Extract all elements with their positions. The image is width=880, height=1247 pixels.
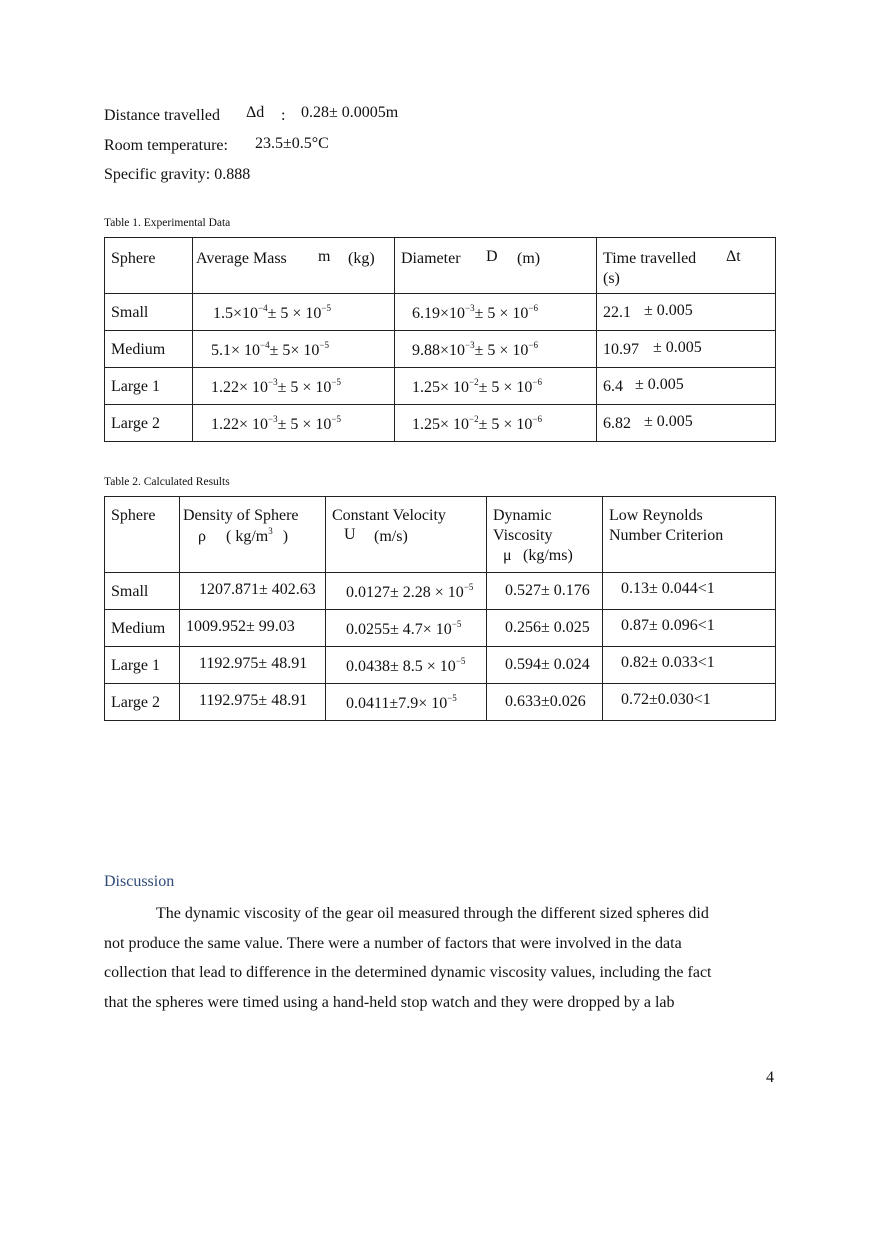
diameter-exponent: −2 [469, 414, 479, 424]
velocity-base: 0.0438± 8.5 × 10 [346, 658, 456, 675]
mass-symbol: m [318, 248, 331, 265]
cell-text [412, 342, 538, 360]
diameter-value [395, 331, 597, 368]
diameter-exponent: −2 [469, 377, 479, 387]
cell-text: 0.82± 0.033<1 [621, 654, 715, 671]
table2-header-velocity [326, 497, 487, 573]
mass-value [193, 405, 395, 442]
diameter-base: 6.19×10 [412, 305, 466, 322]
cell-text: 0.87± 0.096<1 [621, 617, 715, 634]
table-row [105, 405, 776, 442]
discussion-heading: Discussion [104, 873, 175, 890]
viscosity-value [487, 610, 603, 647]
time-error: ± 0.005 [653, 339, 702, 356]
table2-header-viscosity [487, 497, 603, 573]
sphere-name [105, 294, 193, 331]
velocity-value [326, 684, 487, 721]
cell-text [346, 621, 461, 639]
cell-text [346, 658, 465, 676]
time-number: 10.97 [603, 341, 639, 358]
cell-text [412, 416, 542, 434]
discussion-line-3: collection that lead to difference in the determined dynamic viscosity values, including the fact [104, 964, 712, 981]
diameter-exponent: −3 [465, 340, 475, 350]
cell-text: 0.594± 0.024 [505, 656, 590, 673]
time-number: 22.1 [603, 304, 631, 321]
table-row [105, 573, 776, 610]
room-temp-label: Room temperature: [104, 137, 228, 154]
viscosity-value [487, 573, 603, 610]
cell-text: Large 1 [111, 378, 161, 395]
table-row [105, 647, 776, 684]
diameter-error-exponent: −6 [532, 377, 542, 387]
cell-text: 1207.871± 402.63 [199, 581, 316, 598]
table-row [105, 294, 776, 331]
mass-error-base: ± 5 × 10 [267, 305, 322, 322]
mass-base: 1.22× 10 [211, 379, 269, 396]
velocity-symbol: U [344, 526, 356, 543]
density-value [180, 610, 326, 647]
distance-value: 0.28± 0.0005m [301, 104, 399, 121]
cell-text: 0.72±0.030<1 [621, 691, 711, 708]
table1-header-time [597, 238, 776, 294]
table1-caption: Table 1. Experimental Data [104, 217, 231, 229]
cell-text: Large 2 [111, 694, 161, 711]
cell-text [211, 379, 341, 397]
diameter-error-exponent: −6 [532, 414, 542, 424]
table2-header-sphere [105, 497, 180, 573]
mass-exponent: −3 [268, 414, 278, 424]
header-label: Density of Sphere [183, 507, 299, 524]
diameter-symbol: D [486, 248, 498, 265]
specific-gravity: Specific gravity: 0.888 [104, 166, 251, 183]
cell-text: 0.527± 0.176 [505, 582, 590, 599]
cell-text: Large 1 [111, 657, 161, 674]
mass-error-exponent: −5 [319, 340, 329, 350]
density-value [180, 647, 326, 684]
discussion-line-4: that the spheres were timed using a hand-held stop watch and they were dropped by a lab [104, 994, 675, 1011]
calculated-results-table [104, 496, 776, 721]
header-label: Constant Velocity [332, 507, 446, 524]
diameter-base: 9.88×10 [412, 342, 466, 359]
velocity-value [326, 647, 487, 684]
density-unit-open: ( kg/m [226, 528, 269, 545]
velocity-exponent: −5 [455, 656, 466, 666]
reynolds-value [603, 647, 776, 684]
table1-header-mass [193, 238, 395, 294]
cell-text [346, 695, 457, 713]
header-label: Low Reynolds [609, 507, 703, 524]
cell-text [211, 342, 329, 360]
reynolds-value [603, 610, 776, 647]
header-label: Average Mass [196, 250, 287, 267]
mass-base: 5.1× 10 [211, 342, 261, 359]
velocity-exponent: −5 [447, 693, 457, 703]
cell-text: Medium [111, 341, 166, 358]
mass-error-exponent: −5 [321, 303, 331, 313]
density-value [180, 684, 326, 721]
room-temp-value: 23.5±0.5°C [255, 135, 329, 152]
table1-header-row [105, 238, 776, 294]
cell-text: 1192.975± 48.91 [199, 692, 308, 709]
density-unit-close: ) [282, 528, 289, 545]
velocity-base: 0.0255± 4.7× 10 [346, 621, 452, 638]
table-row [105, 368, 776, 405]
reynolds-value [603, 573, 776, 610]
cell-text [211, 416, 341, 434]
cell-text: Medium [111, 620, 166, 637]
table-row [105, 331, 776, 368]
header-label: Dynamic [493, 507, 552, 524]
diameter-error-base: ± 5 × 10 [474, 305, 529, 322]
table-row [105, 684, 776, 721]
velocity-unit: (m/s) [374, 528, 408, 545]
sphere-name [105, 368, 193, 405]
density-symbol: ρ [198, 528, 206, 545]
table-row [105, 610, 776, 647]
viscosity-value [487, 647, 603, 684]
mass-exponent: −3 [268, 377, 278, 387]
table1-header-diameter [395, 238, 597, 294]
cell-text: 1009.952± 99.03 [186, 618, 295, 635]
distance-colon: : [281, 107, 286, 124]
time-value [597, 294, 776, 331]
table2-header-density [180, 497, 326, 573]
mass-exponent: −4 [258, 303, 268, 313]
cell-text: Large 2 [111, 415, 161, 432]
time-unit: (s) [603, 270, 620, 287]
density-unit-exponent: 3 [268, 526, 273, 536]
time-value [597, 405, 776, 442]
sphere-name [105, 405, 193, 442]
velocity-base: 0.0411±7.9× 10 [346, 695, 448, 712]
table2-header-reynolds [603, 497, 776, 573]
sphere-name [105, 573, 180, 610]
mass-unit: (kg) [348, 250, 375, 267]
cell-text: 1192.975± 48.91 [199, 655, 308, 672]
sphere-name [105, 647, 180, 684]
table1-header-sphere [105, 238, 193, 294]
header-label: Time travelled [603, 250, 697, 267]
time-value [597, 331, 776, 368]
velocity-exponent: −5 [463, 582, 474, 592]
mass-error-base: ± 5× 10 [269, 342, 320, 359]
header-label: Viscosity [493, 527, 553, 544]
mass-exponent: −4 [260, 340, 270, 350]
diameter-exponent: −3 [465, 303, 475, 313]
mass-error-base: ± 5 × 10 [277, 379, 332, 396]
mass-value [193, 331, 395, 368]
cell-text: 0.13± 0.044<1 [621, 580, 715, 597]
distance-label: Distance travelled [104, 107, 220, 124]
mass-base: 1.22× 10 [211, 416, 269, 433]
cell-text: Small [111, 583, 149, 600]
velocity-value [326, 610, 487, 647]
cell-text [213, 305, 331, 323]
cell-text: 0.633±0.026 [505, 693, 586, 710]
density-unit [226, 528, 288, 546]
time-value [597, 368, 776, 405]
discussion-line-2: not produce the same value. There were a number of factors that were involved in the data [104, 935, 682, 952]
reynolds-value [603, 684, 776, 721]
cell-text [412, 379, 542, 397]
time-symbol: Δt [726, 248, 741, 265]
viscosity-symbol: μ [503, 547, 512, 564]
sphere-name [105, 331, 193, 368]
viscosity-value [487, 684, 603, 721]
time-error: ± 0.005 [644, 302, 693, 319]
velocity-base: 0.0127± 2.28 × 10 [346, 584, 464, 601]
diameter-base: 1.25× 10 [412, 379, 470, 396]
mass-value [193, 294, 395, 331]
mass-error-exponent: −5 [331, 377, 341, 387]
header-label: Sphere [111, 250, 156, 267]
time-number: 6.4 [603, 378, 623, 395]
diameter-error-base: ± 5 × 10 [478, 379, 533, 396]
cell-text [412, 305, 538, 323]
diameter-error-base: ± 5 × 10 [474, 342, 529, 359]
diameter-error-base: ± 5 × 10 [478, 416, 533, 433]
cell-text: Small [111, 304, 149, 321]
sphere-name [105, 684, 180, 721]
diameter-base: 1.25× 10 [412, 416, 470, 433]
time-number: 6.82 [603, 415, 631, 432]
diameter-value [395, 405, 597, 442]
sphere-name [105, 610, 180, 647]
diameter-error-exponent: −6 [528, 303, 538, 313]
experimental-data-table [104, 237, 776, 442]
diameter-value [395, 294, 597, 331]
mass-base: 1.5×10 [213, 305, 259, 322]
cell-text [346, 584, 473, 602]
mass-value [193, 368, 395, 405]
page-number: 4 [766, 1069, 774, 1086]
distance-symbol: Δd [246, 104, 265, 121]
time-error: ± 0.005 [644, 413, 693, 430]
time-error: ± 0.005 [635, 376, 684, 393]
diameter-value [395, 368, 597, 405]
table2-header-row [105, 497, 776, 573]
mass-error-base: ± 5 × 10 [277, 416, 332, 433]
velocity-value [326, 573, 487, 610]
viscosity-unit: (kg/ms) [523, 547, 573, 564]
cell-text: 0.256± 0.025 [505, 619, 590, 636]
velocity-exponent: −5 [451, 619, 462, 629]
diameter-unit: (m) [517, 250, 541, 267]
density-value [180, 573, 326, 610]
mass-error-exponent: −5 [331, 414, 341, 424]
header-label: Sphere [111, 507, 156, 524]
header-label: Diameter [401, 250, 461, 267]
diameter-error-exponent: −6 [528, 340, 538, 350]
header-label: Number Criterion [609, 527, 724, 544]
discussion-line-1: The dynamic viscosity of the gear oil measured through the different sized spheres did [156, 905, 709, 922]
table2-caption: Table 2. Calculated Results [104, 476, 230, 488]
